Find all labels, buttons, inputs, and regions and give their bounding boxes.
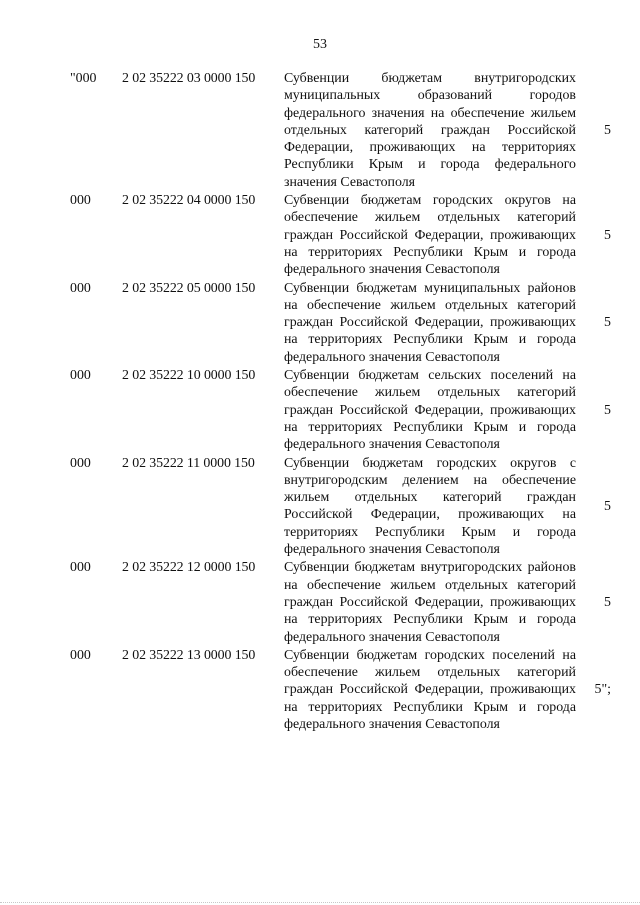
table-row [70,280,620,366]
table-row [70,367,620,453]
table-row [70,647,620,733]
norm-value: 5 [604,122,611,138]
budget-classification-code: 2 02 35222 04 0000 150 [122,193,256,209]
admin-code: 000 [70,193,91,209]
budget-classification-code: 2 02 35222 12 0000 150 [122,560,256,576]
admin-code: 000 [70,280,91,296]
admin-code: 000 [70,455,91,471]
admin-code: 000 [70,560,91,576]
budget-classification-code: 2 02 35222 13 0000 150 [122,647,256,663]
budget-classification-code: 2 02 35222 05 0000 150 [122,280,256,296]
norm-value: 5 [604,498,611,514]
revenue-description: Субвенции бюджетам сельских поселений на обеспечение жильем отдельных категорий граждан Российской Федерации, проживающих на территориях Республики Крым и города федерального значения Севастополя [284,368,576,453]
budget-classification-code: 2 02 35222 03 0000 150 [122,71,256,86]
table-row [70,455,620,559]
scan-edge-divider [0,902,640,903]
norm-value: 5 [604,594,611,610]
revenue-description: Субвенции бюджетам муниципальных районов на обеспечение жильем отдельных категорий граждан Российской Федерации, проживающих на территориях Республики Крым и города федерального значения Севастополя [284,280,576,365]
norm-value: 5 [604,402,611,418]
admin-code: 000 [70,647,91,663]
norm-value: 5 [604,315,611,331]
budget-classification-code: 2 02 35222 10 0000 150 [122,368,256,384]
norm-value: 5 [604,227,611,243]
admin-code: 000 [70,368,91,384]
table-row [70,192,620,278]
revenue-description: Субвенции бюджетам городских округов с внутригородским делением на обеспечение жильем отдельных категорий граждан Российской Федерации, проживающих на территориях Республики Крым и города федерального значения Севастополя [284,455,576,558]
budget-classification-code: 2 02 35222 11 0000 150 [122,455,255,471]
revenue-description: Субвенции бюджетам городских округов на обеспечение жильем отдельных категорий граждан Российской Федерации, проживающих на территориях Республики Крым и города федерального значения Севастополя [284,193,576,278]
revenue-description: Субвенции бюджетам внутригородских районов на обеспечение жильем отдельных категорий граждан Российской Федерации, проживающих на территориях Республики Крым и города федерального значения Севастополя [284,560,576,645]
table-row [70,559,620,645]
page-number: 53 [313,37,327,52]
norm-value: 5"; [594,682,611,698]
table-row [70,70,620,191]
admin-code: "000 [70,71,97,86]
revenue-description: Субвенции бюджетам городских поселений на обеспечение жильем отдельных категорий граждан Российской Федерации, проживающих на территориях Республики Крым и города федерального значения Севастополя [284,647,576,732]
budget-codes-table [70,70,620,734]
revenue-description: Субвенции бюджетам внутригородских муниципальных образований городов федерального значения на обеспечение жильем отдельных категорий граждан Российской Федерации, проживающих на территориях Республики Крым и города федерального значения Севастополя [284,71,576,190]
